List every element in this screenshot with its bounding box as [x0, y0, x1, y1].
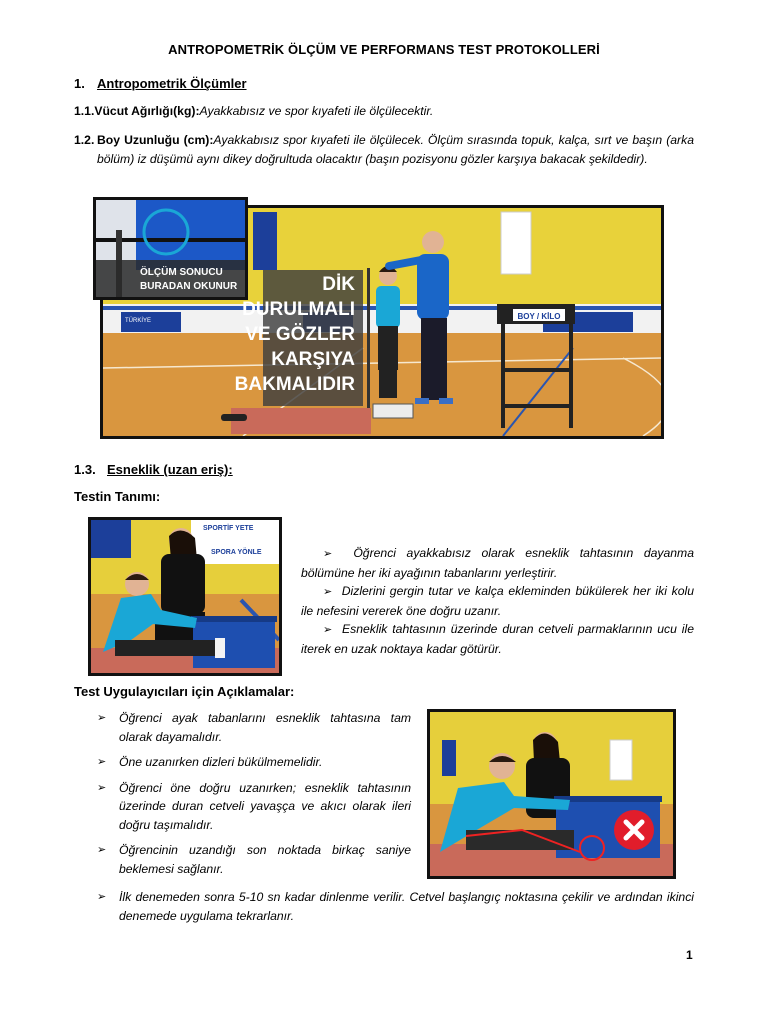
- section-1-2-number: 1.2.: [74, 133, 95, 147]
- sit-and-reach-illustration: [91, 520, 279, 673]
- bullet-arrow-icon: ➢: [323, 548, 333, 560]
- banner-text-2: SPORA YÖNLE: [211, 549, 262, 556]
- wrong-posture-photo: [427, 709, 676, 879]
- wrong-posture-illustration: [430, 712, 673, 876]
- overlay-line-1: DİK: [322, 274, 355, 295]
- note-item: [97, 753, 411, 772]
- section-1-number: 1.: [74, 76, 85, 91]
- last-note-text: İlk denemeden sonra 5-10 sn kadar dinlenme verilir. Cetvel başlangıç noktasına çekilir ve ardından ikinci denemede uygulama tekrarlanır.: [119, 890, 694, 923]
- section-1-1-text: Ayakkabısız ve spor kıyafeti ile ölçülecektir.: [199, 104, 434, 118]
- section-1-3-title: Esneklik (uzan eriş):: [107, 462, 233, 477]
- note-item: [97, 841, 411, 878]
- bullet-arrow-icon: ➢: [323, 586, 333, 598]
- description-item-text: Dizlerini gergin tutar ve kalça ekleminden bükülerek her iki kolu ile nefesini vererek öne doğru uzanır.: [301, 584, 695, 618]
- measurement-inset-photo: [93, 197, 248, 300]
- section-1-2: [97, 131, 694, 168]
- overlay-line-5: BAKMALIDIR: [234, 374, 355, 395]
- page-number: 1: [686, 948, 693, 962]
- banner-left-text: TÜRKİYE: [125, 318, 152, 324]
- section-1-2-label: Boy Uzunluğu (cm):: [97, 133, 214, 147]
- note-item-text: Öğrenci öne doğru uzanırken; esneklik tahtasının üzerinde duran cetveli yavaşça ve akıcı olarak ileri doğru taşımalıdır.: [119, 780, 411, 832]
- notes-label: Test Uygulayıcıları için Açıklamalar:: [74, 684, 295, 699]
- last-note-item: [97, 888, 694, 925]
- bullet-arrow-icon: ➢: [97, 712, 107, 724]
- sit-and-reach-photo: [88, 517, 282, 676]
- note-item: [97, 709, 411, 746]
- notes-list: [97, 709, 411, 878]
- section-1-1-label: Vücut Ağırlığı(kg):: [94, 104, 200, 118]
- section-1-2-text: Ayakkabısız spor kıyafeti ile ölçülecek. Ölçüm sırasında topuk, kalça, sırt ve başın (arka bölüm) iz düşümü aynı dikey doğrultuda olacaktır (başın pozisyonu gözler karşıya bakacak şekildedir).: [97, 133, 694, 166]
- section-1-3-number: 1.3.: [74, 462, 96, 477]
- test-description-label: Testin Tanımı:: [74, 489, 161, 504]
- description-item-text: Öğrenci ayakkabısız olarak esneklik tahtasının dayanma bölümüne her iki ayağının tabanlarını yerleştirir.: [301, 546, 694, 580]
- section-1-title: Antropometrik Ölçümler: [97, 76, 247, 91]
- section-1-1: [74, 102, 694, 121]
- description-item: [301, 620, 694, 658]
- section-1-1-number: 1.1.: [74, 104, 95, 118]
- overlay-line-3: VE GÖZLER: [245, 324, 355, 345]
- description-item: [301, 582, 694, 620]
- inset-caption-line-2: BURADAN OKUNUR: [140, 281, 238, 292]
- inset-illustration: [96, 200, 245, 297]
- description-item: [301, 544, 694, 582]
- bullet-arrow-icon: ➢: [97, 891, 107, 903]
- boy-kilo-sign: BOY / KİLO: [517, 312, 561, 321]
- description-item-text: Esneklik tahtasının üzerinde duran cetveli parmaklarının ucu ile iterek en uzak noktaya kadar götürür.: [301, 622, 694, 656]
- test-description-list: [301, 544, 694, 658]
- note-item-text: Öğrenci ayak tabanlarını esneklik tahtasına tam olarak dayamalıdır.: [119, 711, 411, 744]
- inset-caption-line-1: ÖLÇÜM SONUCU: [140, 267, 223, 278]
- note-item-text: Öne uzanırken dizleri bükülmemelidir.: [119, 755, 323, 769]
- bullet-arrow-icon: ➢: [323, 624, 333, 636]
- bullet-arrow-icon: ➢: [97, 756, 107, 768]
- page-title: ANTROPOMETRİK ÖLÇÜM VE PERFORMANS TEST PROTOKOLLERİ: [168, 42, 600, 57]
- overlay-line-2: DURULMALI: [242, 299, 355, 320]
- note-item-text: Öğrencinin uzandığı son noktada birkaç saniye beklemesi sağlanır.: [119, 843, 411, 876]
- bullet-arrow-icon: ➢: [97, 781, 107, 794]
- overlay-line-4: KARŞIYA: [271, 349, 355, 370]
- bullet-arrow-icon: ➢: [97, 844, 107, 856]
- banner-text-1: SPORTİF YETE: [203, 525, 254, 532]
- note-item: [97, 779, 411, 835]
